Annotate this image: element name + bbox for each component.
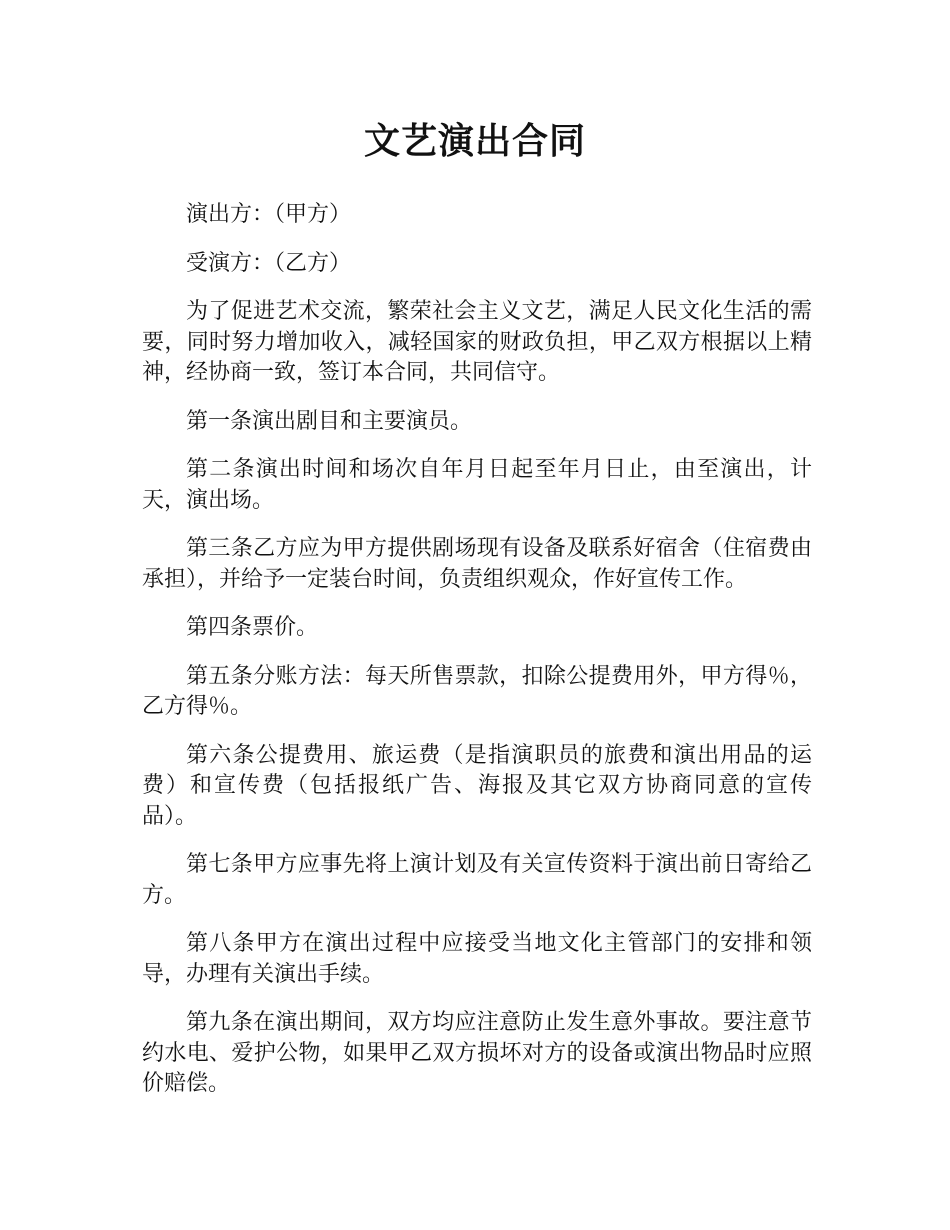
- document-title: 文艺演出合同: [363, 121, 586, 162]
- article-2: 第二条演出时间和场次自年月日起至年月日止，由至演出，计天，演出场。: [142, 457, 812, 513]
- article-5: 第五条分账方法：每天所售票款，扣除公提费用外，甲方得％，乙方得％。: [142, 663, 812, 719]
- article-7: 第七条甲方应事先将上演计划及有关宣传资料于演出前日寄给乙方。: [142, 852, 812, 908]
- article-3: 第三条乙方应为甲方提供剧场现有设备及联系好宿舍（住宿费由承担），并给予一定装台时间，负责组织观众，作好宣传工作。: [142, 536, 812, 592]
- article-6: 第六条公提费用、旅运费（是指演职员的旅费和演出用品的运费）和宣传费（包括报纸广告、海报及其它双方协商同意的宣传品）。: [142, 742, 812, 829]
- party-b-line: 受演方：（乙方）: [186, 250, 352, 276]
- article-8: 第八条甲方在演出过程中应接受当地文化主管部门的安排和领导，办理有关演出手续。: [142, 931, 812, 987]
- article-1: 第一条演出剧目和主要演员。: [186, 408, 473, 434]
- article-4: 第四条票价。: [186, 615, 319, 640]
- party-a-line: 演出方：（甲方）: [186, 202, 352, 227]
- article-9: 第九条在演出期间，双方均应注意防止发生意外事故。要注意节约水电、爱护公物，如果甲乙双方损坏对方的设备或演出物品时应照价赔偿。: [142, 1010, 812, 1096]
- preamble-paragraph: 为了促进艺术交流，繁荣社会主义文艺，满足人民文化生活的需要，同时努力增加收入，减轻国家的财政负担，甲乙双方根据以上精神，经协商一致，签订本合同，共同信守。: [142, 299, 812, 385]
- document-body: [142, 200, 812, 1118]
